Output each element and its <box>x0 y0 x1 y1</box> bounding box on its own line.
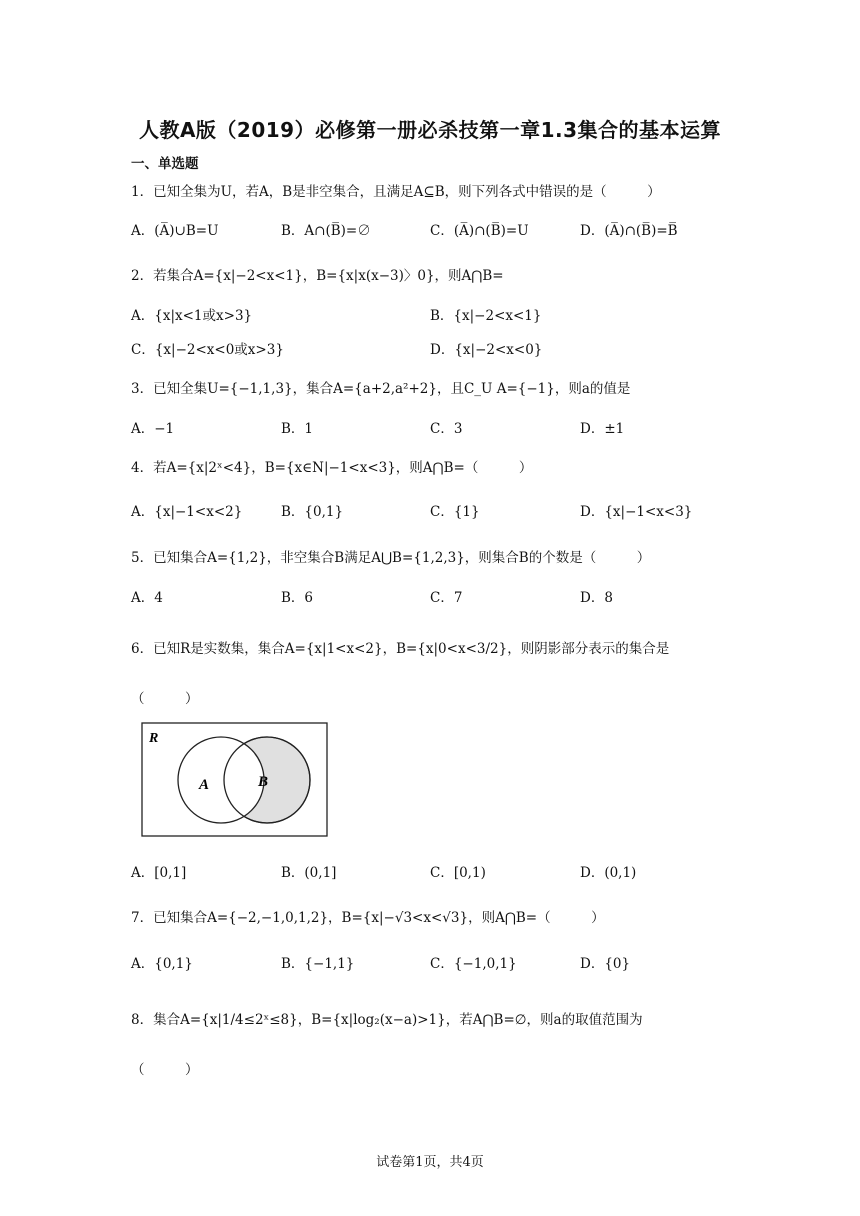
question-6-option-b: B．(0,1] <box>281 865 337 881</box>
question-6-option-c: C．[0,1) <box>430 865 486 881</box>
question-3-stem: 3．已知全集U={−1,1,3}，集合A={a+2,a²+2}，且C_U A={−1}，则a的值是 <box>131 381 631 397</box>
venn-set-b-label: B <box>258 774 269 790</box>
question-5-option-a: A．4 <box>131 590 163 606</box>
venn-set-a-circle <box>178 737 264 823</box>
question-7-option-b: B．{−1,1} <box>281 956 355 972</box>
question-7-stem: 7．已知集合A={−2,−1,0,1,2}，B={x|−√3<x<√3}，则A⋂B=（ ） <box>131 910 605 926</box>
question-5-option-d: D．8 <box>580 590 613 606</box>
venn-universe-label: R <box>149 731 159 746</box>
question-8-answer-blank: （ ） <box>131 1062 199 1078</box>
question-8-stem: 8．集合A={x|1/4≤2ˣ≤8}，B={x|log₂(x−a)>1}，若A⋂B=∅，则a的取值范围为 <box>131 1012 643 1028</box>
question-4-stem: 4．若A={x|2ˣ<4}，B={x∈N|−1<x<3}，则A⋂B=（ ） <box>131 460 533 476</box>
question-7-option-c: C．{−1,0,1} <box>430 956 517 972</box>
question-2-option-b: B．{x|−2<x<1} <box>430 308 542 324</box>
question-7-option-d: D．{0} <box>580 956 631 972</box>
venn-diagram <box>141 722 329 838</box>
question-3-option-b: B．1 <box>281 421 314 437</box>
question-4-option-c: C．{1} <box>430 504 480 520</box>
page-title: 人教A版（2019）必修第一册必杀技第一章1.3集合的基本运算 <box>138 118 722 142</box>
question-2-stem: 2．若集合A={x|−2<x<1}，B={x|x(x−3)〉0}，则A⋂B= <box>131 268 504 284</box>
question-5-stem: 5．已知集合A={1,2}，非空集合B满足A⋃B={1,2,3}，则集合B的个数是（ ） <box>131 550 651 566</box>
question-3-option-c: C．3 <box>430 421 463 437</box>
question-4-option-b: B．{0,1} <box>281 504 344 520</box>
question-6-answer-blank: （ ） <box>131 691 199 707</box>
question-4-option-d: D．{x|−1<x<3} <box>580 504 693 520</box>
question-1-stem: 1．已知全集为U，若A，B是非空集合，且满足A⊆B，则下列各式中错误的是（ ） <box>131 184 661 200</box>
venn-set-a-label: A <box>199 777 210 793</box>
question-1-option-c: C．(A̅)∩(B̅)=U <box>430 223 529 239</box>
question-1-option-a: A．(A̅)∪B=U <box>131 223 219 239</box>
question-1-option-d: D．(A̅)∩(B̅)=B̅ <box>580 223 678 239</box>
question-3-option-d: D．±1 <box>580 421 625 437</box>
question-2-option-c: C．{x|−2<x<0或x>3} <box>131 342 284 358</box>
question-7-option-a: A．{0,1} <box>131 956 193 972</box>
question-1-option-b: B．A∩(B̅)=∅ <box>281 223 371 239</box>
question-2-option-a: A．{x|x<1或x>3} <box>131 308 253 324</box>
question-4-option-a: A．{x|−1<x<2} <box>131 504 243 520</box>
page-footer: 试卷第1页，共4页 <box>376 1155 484 1170</box>
section-heading: 一、单选题 <box>131 156 199 172</box>
question-5-option-b: B．6 <box>281 590 314 606</box>
question-6-option-a: A．[0,1] <box>131 865 187 881</box>
question-3-option-a: A．−1 <box>131 421 175 437</box>
question-6-stem: 6．已知R是实数集，集合A={x|1<x<2}，B={x|0<x<3/2}，则阴影部分表示的集合是 <box>131 641 670 657</box>
question-6-option-d: D．(0,1) <box>580 865 637 881</box>
question-2-option-d: D．{x|−2<x<0} <box>430 342 543 358</box>
question-5-option-c: C．7 <box>430 590 463 606</box>
